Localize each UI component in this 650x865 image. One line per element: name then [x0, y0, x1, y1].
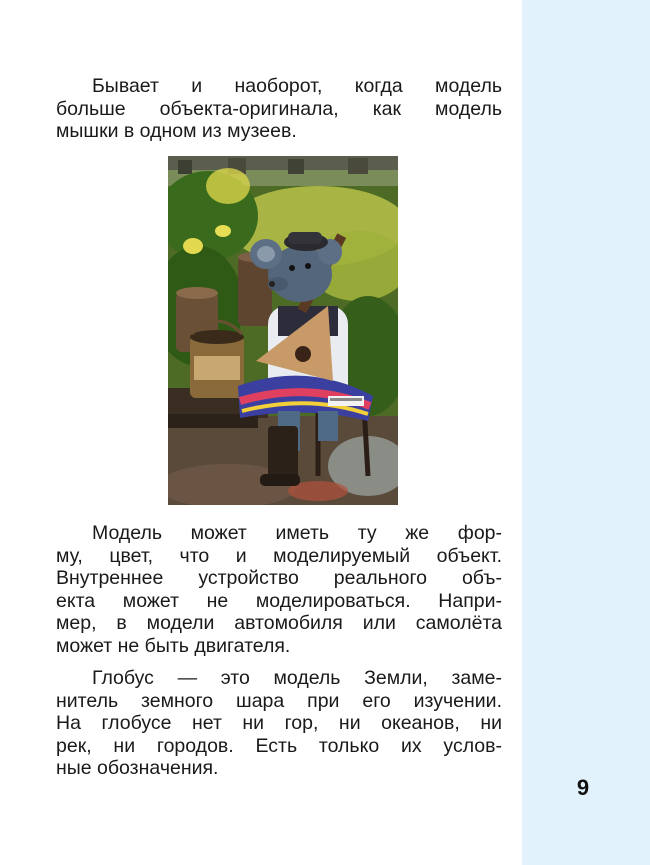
page-number: 9: [576, 775, 590, 800]
text-line: Модель может иметь ту же фор-: [92, 522, 502, 544]
text-line: екта может не моделироваться. Напри-: [56, 589, 502, 612]
mouse-model-illustration: [168, 156, 398, 505]
text-line: нитель земного шара при его изучении.: [56, 689, 502, 712]
text-line: может не быть двигателя.: [56, 634, 291, 657]
text-line: ные обозначения.: [56, 757, 219, 780]
text-line: мышки в одном из музеев.: [56, 120, 297, 143]
text-line: Глобус — это модель Земли, заме-: [92, 667, 502, 689]
paragraph-globe: [56, 667, 502, 780]
page-margin-band: [522, 0, 650, 865]
text-line: На глобусе нет ни гор, ни океанов, ни: [56, 712, 502, 735]
text-line: рек, ни городов. Есть только их услов-: [56, 734, 502, 757]
text-line: Бывает и наоборот, когда модель: [92, 75, 502, 97]
paragraph-model-form: [56, 522, 502, 658]
text-line: Внутреннее устройство реального объ-: [56, 567, 502, 590]
text-line: мер, в модели автомобиля или самолёта: [56, 612, 502, 635]
text-line: больше объекта-оригинала, как модель: [56, 97, 502, 120]
paragraph-mouse-model: [56, 75, 502, 143]
mouse-model-photo: [168, 156, 398, 505]
text-line: му, цвет, что и моделируемый объект.: [56, 544, 502, 567]
